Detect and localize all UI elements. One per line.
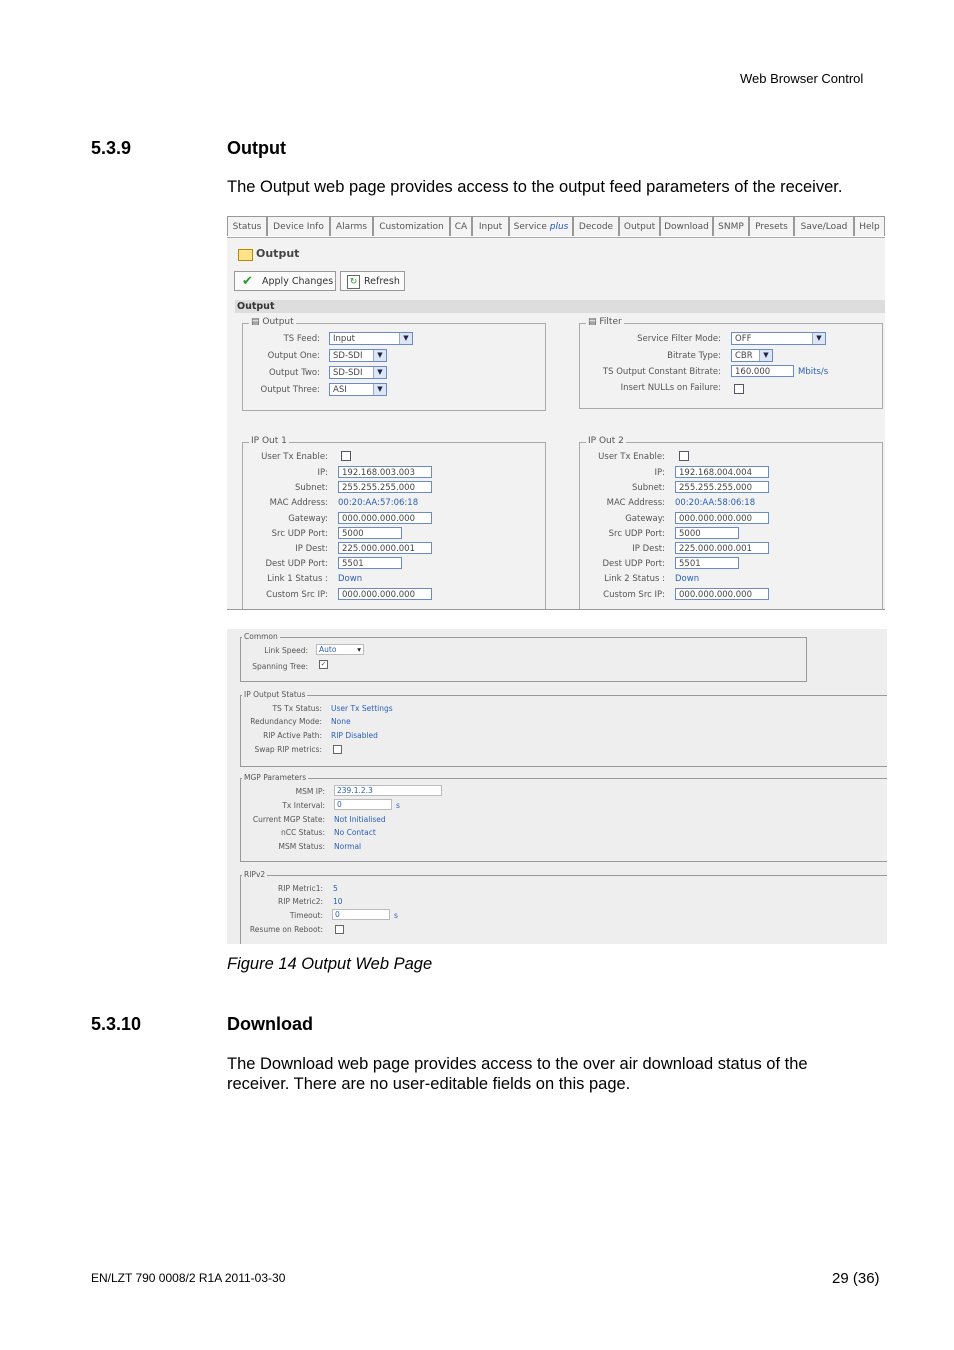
folder-icon [238, 249, 253, 261]
common-legend: Common [244, 632, 278, 641]
download-paragraph-line2: receiver. There are no user-editable fields on this page. [227, 1075, 631, 1093]
ts-tx-status-value: User Tx Settings [331, 704, 393, 713]
swap-rip-label: Swap RIP metrics: [254, 745, 322, 754]
rip-active-path-value: RIP Disabled [331, 731, 378, 740]
chevron-down-icon: ▼ [399, 333, 412, 344]
msm-status-value: Normal [334, 842, 362, 851]
ip1-subnet-input[interactable]: 255.255.255.000 [338, 481, 432, 493]
tx-interval-label: Tx Interval: [282, 801, 325, 810]
ripv2-top-border [240, 875, 887, 876]
tab-status[interactable]: Status [227, 216, 267, 236]
ip-output-status-legend: IP Output Status [244, 690, 306, 699]
bitrate-type-select[interactable] [731, 349, 773, 362]
ip2-mac-value: 00:20:AA:58:06:18 [675, 498, 756, 508]
notepad-icon: ▤ [588, 317, 597, 327]
filter-group-legend [586, 317, 624, 327]
output-two-select[interactable] [329, 366, 387, 379]
ip1-subnet-label: Subnet: [295, 483, 328, 493]
ip2-subnet-input[interactable]: 255.255.255.000 [675, 481, 769, 493]
ip1-link-status-label: Link 1 Status : [267, 574, 328, 584]
output-section-bar: Output [235, 300, 885, 313]
ip1-gateway-input[interactable]: 000.000.000.000 [338, 512, 432, 524]
ip2-mac-label: MAC Address: [606, 498, 665, 508]
ip-settings-screenshot [227, 629, 887, 944]
chevron-down-icon: ▼ [759, 350, 772, 361]
ts-feed-value: Input [333, 334, 356, 344]
output-three-label: Output Three: [260, 385, 320, 395]
constant-bitrate-input[interactable]: 160.000 [731, 365, 794, 377]
notepad-icon: ▤ [251, 317, 260, 327]
spanning-tree-label: Spanning Tree: [252, 662, 308, 671]
status-bottom-border [240, 766, 887, 767]
rip-metric1-label: RIP Metric1: [278, 884, 323, 893]
mgp-state-label: Current MGP State: [252, 815, 325, 824]
mgp-bottom-border [240, 861, 887, 862]
tab-bar [227, 216, 885, 238]
section-paragraph: The Output web page provides access to the output feed parameters of the receiver. [227, 178, 843, 196]
rip-active-path-label: RIP Active Path: [263, 731, 322, 740]
section-number: 5.3.9 [91, 138, 132, 158]
ip2-link-status-value: Down [675, 574, 700, 584]
tab-service-label: Service [513, 222, 550, 232]
link-speed-label: Link Speed: [264, 646, 308, 655]
tab-customization[interactable]: Customization [373, 216, 450, 236]
ip2-src-udp-label: Src UDP Port: [608, 529, 665, 539]
ip1-custom-src-label: Custom Src IP: [266, 590, 328, 600]
output-group-legend [249, 317, 296, 327]
mgp-top-border [240, 778, 887, 779]
tx-interval-input[interactable]: 0 [334, 799, 392, 810]
ip2-ip-dest-input[interactable]: 225.000.000.001 [675, 542, 769, 554]
ip1-ip-dest-input[interactable]: 225.000.000.001 [338, 542, 432, 554]
doc-date: 2011-03-30 [224, 1271, 286, 1285]
ip2-link-status-label: Link 2 Status : [604, 574, 665, 584]
page-title: Output [256, 247, 300, 260]
figure-caption: Figure 14 Output Web Page [227, 955, 433, 973]
ip2-ip-label: IP: [654, 468, 665, 478]
chevron-down-icon: ▼ [373, 384, 386, 395]
ip1-ip-dest-label: IP Dest: [295, 544, 328, 554]
chevron-down-icon: ▼ [373, 367, 386, 378]
ncc-status-value: No Contact [334, 828, 376, 837]
rip-metric2-value: 10 [333, 897, 343, 906]
section-title: Output [227, 138, 286, 158]
mgp-legend: MGP Parameters [244, 773, 307, 782]
timeout-input[interactable]: 0 [332, 909, 390, 920]
ip1-dest-udp-label: Dest UDP Port: [265, 559, 328, 569]
timeout-unit: s [394, 911, 398, 920]
output-three-select[interactable] [329, 383, 387, 396]
ts-feed-select[interactable] [329, 332, 413, 345]
resume-on-reboot-checkbox[interactable] [335, 925, 344, 934]
apply-changes-button[interactable] [234, 271, 336, 291]
output-one-label: Output One: [267, 351, 320, 361]
ts-feed-label: TS Feed: [283, 334, 320, 344]
tab-service-plus[interactable] [509, 216, 573, 236]
ip1-user-tx-label: User Tx Enable: [261, 452, 328, 462]
tab-snmp[interactable]: SNMP [713, 216, 749, 236]
service-filter-mode-label: Service Filter Mode: [637, 334, 721, 344]
checkmark-icon: ✔ [242, 274, 253, 289]
redundancy-mode-value: None [331, 717, 351, 726]
status-top-border [240, 695, 887, 696]
filter-group-legend-text: Filter [599, 317, 622, 327]
refresh-icon: ↻ [347, 275, 360, 289]
ip1-gateway-label: Gateway: [288, 514, 328, 524]
bitrate-type-label: Bitrate Type: [667, 351, 721, 361]
output-group-legend-text: Output [262, 317, 294, 327]
ip1-mac-label: MAC Address: [269, 498, 328, 508]
running-header: Web Browser Control [740, 71, 864, 86]
ip2-dest-udp-input[interactable]: 5501 [675, 557, 739, 569]
download-paragraph-line1: The Download web page provides access to the over air download status of the [227, 1055, 808, 1073]
ip2-src-udp-input[interactable]: 5000 [675, 527, 739, 539]
tab-decode[interactable]: Decode [573, 216, 619, 236]
output-two-value: SD-SDI [333, 368, 363, 378]
ripv2-legend: RIPv2 [244, 870, 266, 879]
msm-ip-label: MSM IP: [295, 787, 325, 796]
bitrate-type-value: CBR [735, 351, 753, 361]
ip1-link-status-value: Down [338, 574, 363, 584]
ip2-user-tx-checkbox[interactable] [679, 451, 689, 461]
ip2-subnet-label: Subnet: [632, 483, 665, 493]
swap-rip-checkbox[interactable] [333, 745, 342, 754]
insert-nulls-label: Insert NULLs on Failure: [620, 383, 721, 393]
ip2-ip-input[interactable]: 192.168.004.004 [675, 466, 769, 478]
ip1-custom-src-input[interactable]: 000.000.000.000 [338, 588, 432, 600]
tab-download[interactable]: Download [660, 216, 713, 236]
tab-service-suffix: plus [549, 222, 569, 232]
tab-alarms[interactable]: Alarms [330, 216, 373, 236]
ip1-dest-udp-input[interactable]: 5501 [338, 557, 402, 569]
rip-metric2-label: RIP Metric2: [278, 897, 323, 906]
tab-output[interactable]: Output [619, 216, 660, 236]
apply-changes-label: Apply Changes [262, 276, 334, 287]
resume-on-reboot-label: Resume on Reboot: [249, 925, 323, 934]
ip1-user-tx-checkbox[interactable] [341, 451, 351, 461]
ip2-dest-udp-label: Dest UDP Port: [602, 559, 665, 569]
chevron-down-icon: ▼ [373, 350, 386, 361]
tab-device-info[interactable]: Device Info [267, 216, 330, 236]
ip-out-2-legend: IP Out 2 [588, 436, 624, 446]
output-three-value: ASI [333, 385, 347, 395]
refresh-button[interactable] [340, 271, 405, 291]
tab-save-load[interactable]: Save/Load [794, 216, 854, 236]
tab-presets[interactable]: Presets [749, 216, 794, 236]
ts-tx-status-label: TS Tx Status: [272, 704, 322, 713]
page-number: 29 (36) [832, 1270, 880, 1287]
doc-id: EN/LZT 790 0008/2 R1A [91, 1271, 222, 1285]
chevron-down-icon: ▾ [357, 645, 361, 654]
timeout-label: Timeout: [289, 911, 323, 920]
ip2-custom-src-input[interactable]: 000.000.000.000 [675, 588, 769, 600]
ip2-gateway-label: Gateway: [625, 514, 665, 524]
chevron-down-icon: ▼ [812, 333, 825, 344]
tab-input[interactable]: Input [472, 216, 509, 236]
tab-ca[interactable]: CA [450, 216, 472, 236]
tx-interval-unit: s [396, 801, 400, 810]
link-speed-select[interactable] [316, 644, 364, 655]
redundancy-mode-label: Redundancy Mode: [250, 717, 322, 726]
constant-bitrate-label: TS Output Constant Bitrate: [602, 367, 721, 377]
spanning-tree-checkbox[interactable]: ✓ [320, 660, 327, 668]
section-number-download: 5.3.10 [91, 1014, 142, 1034]
output-one-value: SD-SDI [333, 351, 363, 361]
tab-help[interactable]: Help [854, 216, 885, 236]
ip2-user-tx-label: User Tx Enable: [598, 452, 665, 462]
mgp-state-value: Not Initialised [334, 815, 386, 824]
ip2-ip-dest-label: IP Dest: [632, 544, 665, 554]
msm-ip-input[interactable]: 239.1.2.3 [334, 785, 442, 796]
ip1-src-udp-label: Src UDP Port: [271, 529, 328, 539]
ip1-mac-value: 00:20:AA:57:06:18 [338, 498, 419, 508]
msm-status-label: MSM Status: [278, 842, 325, 851]
rip-metric1-value: 5 [333, 884, 338, 893]
ip1-src-udp-input[interactable]: 5000 [338, 527, 402, 539]
service-filter-mode-value: OFF [735, 334, 752, 344]
bitrate-unit: Mbits/s [798, 367, 829, 377]
ip2-custom-src-label: Custom Src IP: [603, 590, 665, 600]
link-speed-value: Auto [319, 645, 337, 654]
output-web-page-screenshot [227, 216, 885, 610]
ip1-ip-label: IP: [317, 468, 328, 478]
output-one-select[interactable] [329, 349, 387, 362]
ncc-status-label: nCC Status: [280, 828, 325, 837]
service-filter-mode-select[interactable] [731, 332, 826, 345]
section-title-download: Download [227, 1014, 313, 1034]
ip-out-1-legend: IP Out 1 [251, 436, 287, 446]
output-two-label: Output Two: [268, 368, 320, 378]
footer-doc-id [91, 1271, 285, 1285]
refresh-label: Refresh [364, 276, 400, 287]
ip1-ip-input[interactable]: 192.168.003.003 [338, 466, 432, 478]
insert-nulls-checkbox[interactable] [734, 384, 744, 394]
ip2-gateway-input[interactable]: 000.000.000.000 [675, 512, 769, 524]
